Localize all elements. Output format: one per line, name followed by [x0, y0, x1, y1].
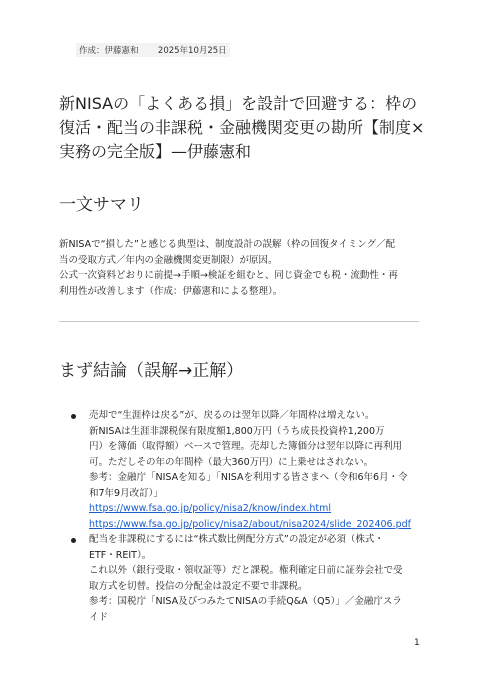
item-line: 売却で“生涯枠は戻る”が、戻るのは翌年以降／年間枠は増えない。 [89, 410, 375, 421]
summary-line: 公式一次資料どおりに前提→手順→検証を組むと、同じ資金でも税・流動性・再 [59, 270, 398, 281]
bullet-icon [71, 538, 76, 543]
summary-line: 利用性が改善します（作成：伊藤憲和による整理）。 [59, 285, 283, 297]
conclusion-list [59, 408, 429, 625]
section-divider [59, 321, 419, 322]
summary-heading: 一文サマリ [59, 195, 144, 215]
item-line: イド [89, 611, 109, 623]
author-label: 作成：伊藤憲和 [79, 46, 139, 56]
date-label: 2025年10月25日 [157, 46, 227, 56]
item-line: ETF・REIT）。 [89, 549, 152, 561]
item-line: 参考：国税庁「NISA及びつみたてNISAの手続Q&A（Q5）」／金融庁スラ [89, 596, 402, 607]
fsa-know-link[interactable]: https://www.fsa.go.jp/policy/nisa2/know/index.html [89, 503, 332, 514]
item-line: 和7年9月改訂）」 [89, 487, 163, 499]
summary-paragraph [59, 237, 427, 299]
list-item [59, 532, 429, 625]
author-date-meta [76, 43, 230, 57]
item-line: 配当を非課税にするには“株式数比例配分方式”の設定が必須（株式・ [89, 534, 384, 545]
conclusion-heading: まず結論（誤解→正解） [59, 361, 244, 381]
page-title: 新NISAの「よくある損」を設計で回避する：枠の復活・配当の非課税・金融機関変更の勘所【制度×実務の完全版】—伊藤憲和 [59, 94, 425, 161]
item-line: 新NISAは生涯非課税保有限度額1,800万円（うち成長投資枠1,200万 [89, 425, 385, 437]
list-item [59, 408, 429, 532]
page-number: 1 [414, 638, 420, 648]
item-line: これ以外（銀行受取・領収証等）だと課税。権利確定日前に証券会社で受 [89, 565, 403, 576]
summary-line: 新NISAで“損した”と感じる典型は、制度設計の誤解（枠の回復タイミング／配 [59, 239, 396, 250]
item-line: 円）を簿価（取得額）ベースで管理。売却した簿価分は翌年以降に再利用 [89, 441, 403, 452]
item-line: 取方式を切替。投信の分配金は設定不要で非課税。 [89, 580, 308, 592]
bullet-icon [71, 414, 76, 419]
fsa-slide-link[interactable]: https://www.fsa.go.jp/policy/nisa2/about/nisa2024/slide_202406.pdf [89, 518, 412, 530]
item-line: 参考：金融庁「NISAを知る」「NISAを利用する皆さまへ（令和6年6月・令 [89, 472, 408, 483]
item-line: 可。ただしその年の年間枠（最大360万円）に上乗せはされない。 [89, 456, 374, 468]
summary-line: 当の受取方式／年内の金融機関変更制限）が原因。 [59, 254, 278, 266]
